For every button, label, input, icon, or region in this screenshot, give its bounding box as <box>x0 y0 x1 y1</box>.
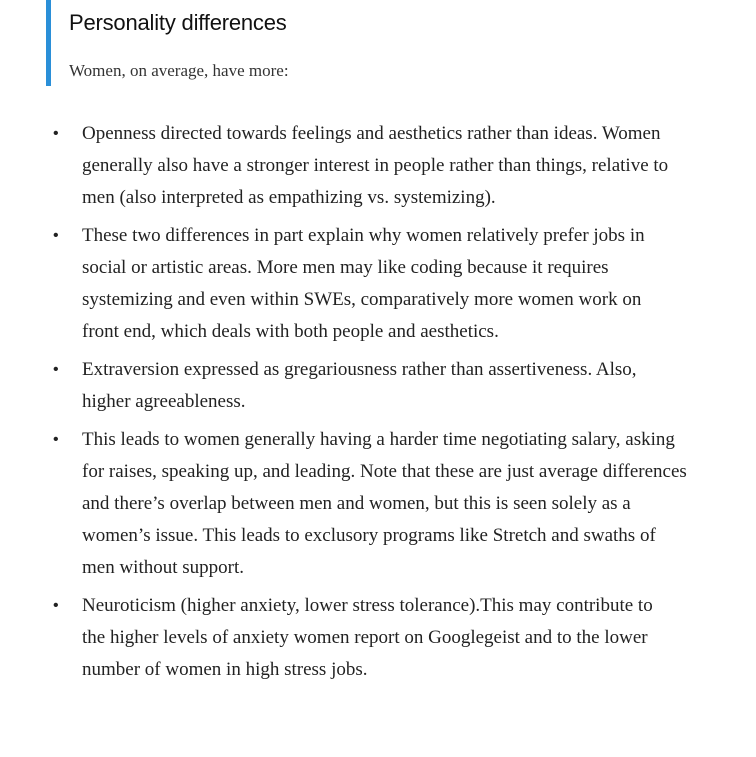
list-item-text: Openness directed towards feelings and aesthetics rather than ideas. Women generally also have a stronger interest in people rather than things, relative to men (also interpreted as empathizing vs. systemizing). <box>82 123 669 208</box>
list-item-text: These two differences in part explain why women relatively prefer jobs in social or artistic areas. More men may like coding because it requires systemizing and even within SWEs, comparatively more women work on front end, which deals with both people and aesthetics. <box>82 225 645 342</box>
list-item <box>0 118 688 214</box>
list-item-text: This leads to women generally having a harder time negotiating salary, asking for raises, speaking up, and leading. Note that these are just average differences and there’s overlap between men and women, but this is seen solely as a women’s issue. This leads to exclusory programs like Stretch and swaths of men without support. <box>82 429 687 578</box>
bullet-list <box>0 118 700 692</box>
section-callout <box>46 0 746 86</box>
list-item-text: Extraversion expressed as gregariousness rather than assertiveness. Also, higher agreeableness. <box>82 359 637 412</box>
list-item-text: Neuroticism (higher anxiety, lower stress tolerance).This may contribute to the higher levels of anxiety women report on Googlegeist and to the lower number of women in high stress jobs. <box>82 595 653 680</box>
list-item <box>0 424 688 584</box>
list-item <box>0 220 682 348</box>
bullet-dot-icon: • <box>53 227 59 244</box>
section-title: Personality differences <box>69 10 287 35</box>
bullet-dot-icon: • <box>53 431 59 448</box>
bullet-dot-icon: • <box>53 361 59 378</box>
bullet-dot-icon: • <box>53 597 59 614</box>
bullet-dot-icon: • <box>53 125 59 142</box>
section-subtitle: Women, on average, have more: <box>69 61 289 80</box>
list-item <box>0 590 668 686</box>
list-item <box>0 354 668 418</box>
